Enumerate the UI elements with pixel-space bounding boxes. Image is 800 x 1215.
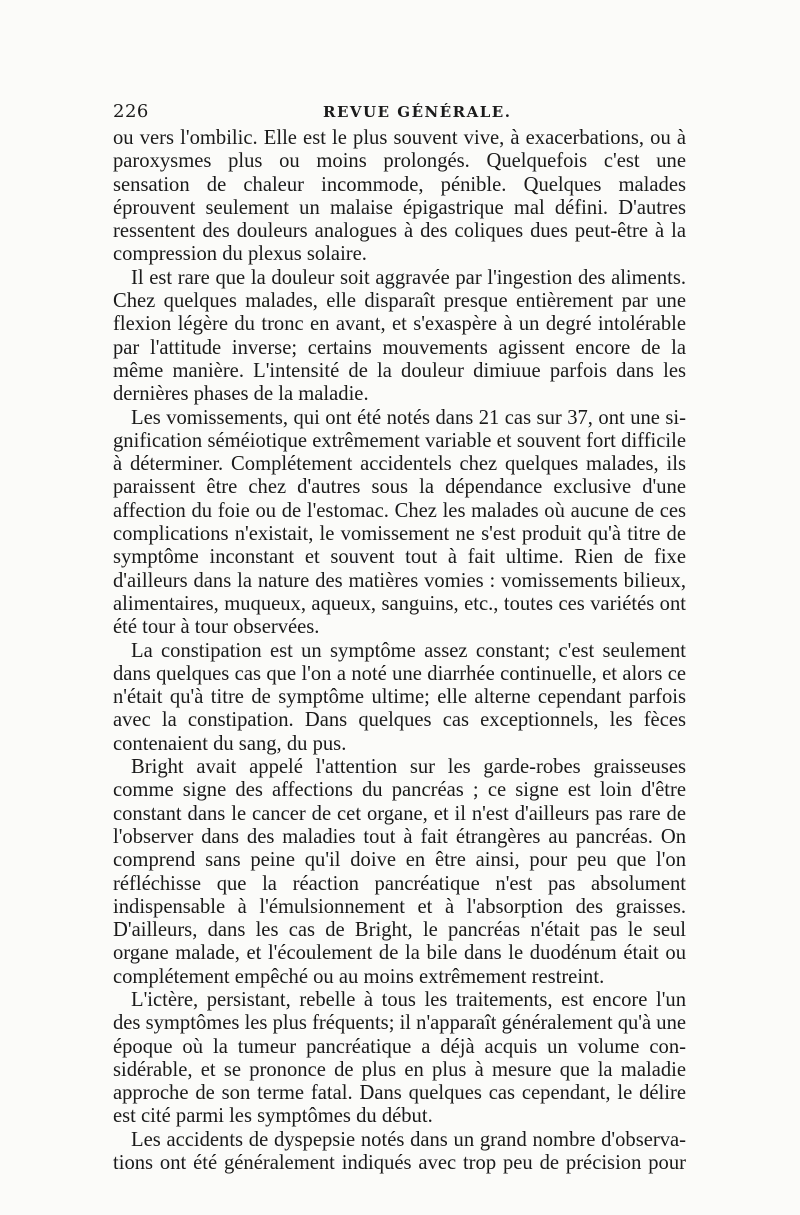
page-header [113,101,686,125]
body-text [113,127,686,1175]
paragraph-constipation: La constipation est un symptôme assez constant; c'est seulement dans quelques cas que l'on a noté une diarrhée continuelle, et alors ce n'était qu'à titre de symptôme ultime; elle alterne cependant parfois avec la constipation. Dans quelques cas exceptionnels, les fèces contenaient du sang, du pus. [113,639,686,755]
running-title: REVUE GÉNÉRALE. [323,103,512,121]
paragraph-pain-aggravation: Il est rare que la douleur soit aggravée par l'ingestion des aliments. Chez quelques malades, elle disparaît presque entièrement par une flexion légère du tronc en avant, et s'exaspère à un degré intolérable par l'attitude inverse; certains mouvements agissent encore de la même manière. L'intensité de la douleur dimiuue parfois dans les dernières phases de la maladie. [113,266,686,406]
paragraph-dyspepsia: Les accidents de dyspepsie notés dans un grand nombre d'observations ont été généralement indiqués avec trop peu de précision pour [113,1128,686,1175]
paragraph-fatty-stools: Bright avait appelé l'attention sur les garde-robes graisseuses comme signe des affections du pancréas ; ce signe est loin d'être constant dans le cancer de cet organe, et il n'est d'ailleurs pas rare de l'observer dans des maladies tout à fait étrangères au pancréas. On comprend sans peine qu'il doive en être ainsi, pour peu que l'on réfléchisse que la réaction pancréatique n'est pas absolument indispensable à l'émulsionnement et à l'absorption des graisses. D'ailleurs, dans les cas de Bright, le pancréas n'était pas le seul organe malade, et l'écoulement de la bile dans le duodénum était ou complétement empêché ou au moins extrêmement restreint. [113,756,686,988]
page-number: 226 [113,101,149,122]
paragraph-vomiting: Les vomissements, qui ont été notés dans 21 cas sur 37, ont une signification séméiotique extrêmement variable et souvent fort difficile à déterminer. Complétement accidentels chez quelques malades, ils paraissent être chez d'autres sous la dépendance exclusive d'une affection du foie ou de l'estomac. Chez les malades où aucune de ces complications n'existait, le vomissement ne s'est produit qu'à titre de symptôme inconstant et souvent tout à fait ultime. Rien de fixe d'ailleurs dans la nature des matières vomies : vomissements bilieux, alimentaires, muqueux, aqueux, sanguins, etc., toutes ces variétés ont été tour à tour observées. [113,406,686,639]
paragraph-pain-description: ou vers l'ombilic. Elle est le plus souvent vive, à exacerbations, ou à paroxysmes plus ou moins prolongés. Quelquefois c'est une sensation de chaleur incommode, pénible. Quelques malades éprouvent seulement un malaise épigastrique mal défini. D'autres ressentent des douleurs analogues à des coliques dues peut-être à la compression du plexus solaire. [113,127,686,266]
paragraph-jaundice: L'ictère, persistant, rebelle à tous les traitements, est encore l'un des symptômes les plus fréquents; il n'apparaît généralement qu'à une époque où la tumeur pancréatique a déjà acquis un volume considérable, et se prononce de plus en plus à mesure que la maladie approche de son terme fatal. Dans quelques cas cependant, le délire est cité parmi les symptômes du début. [113,988,687,1128]
